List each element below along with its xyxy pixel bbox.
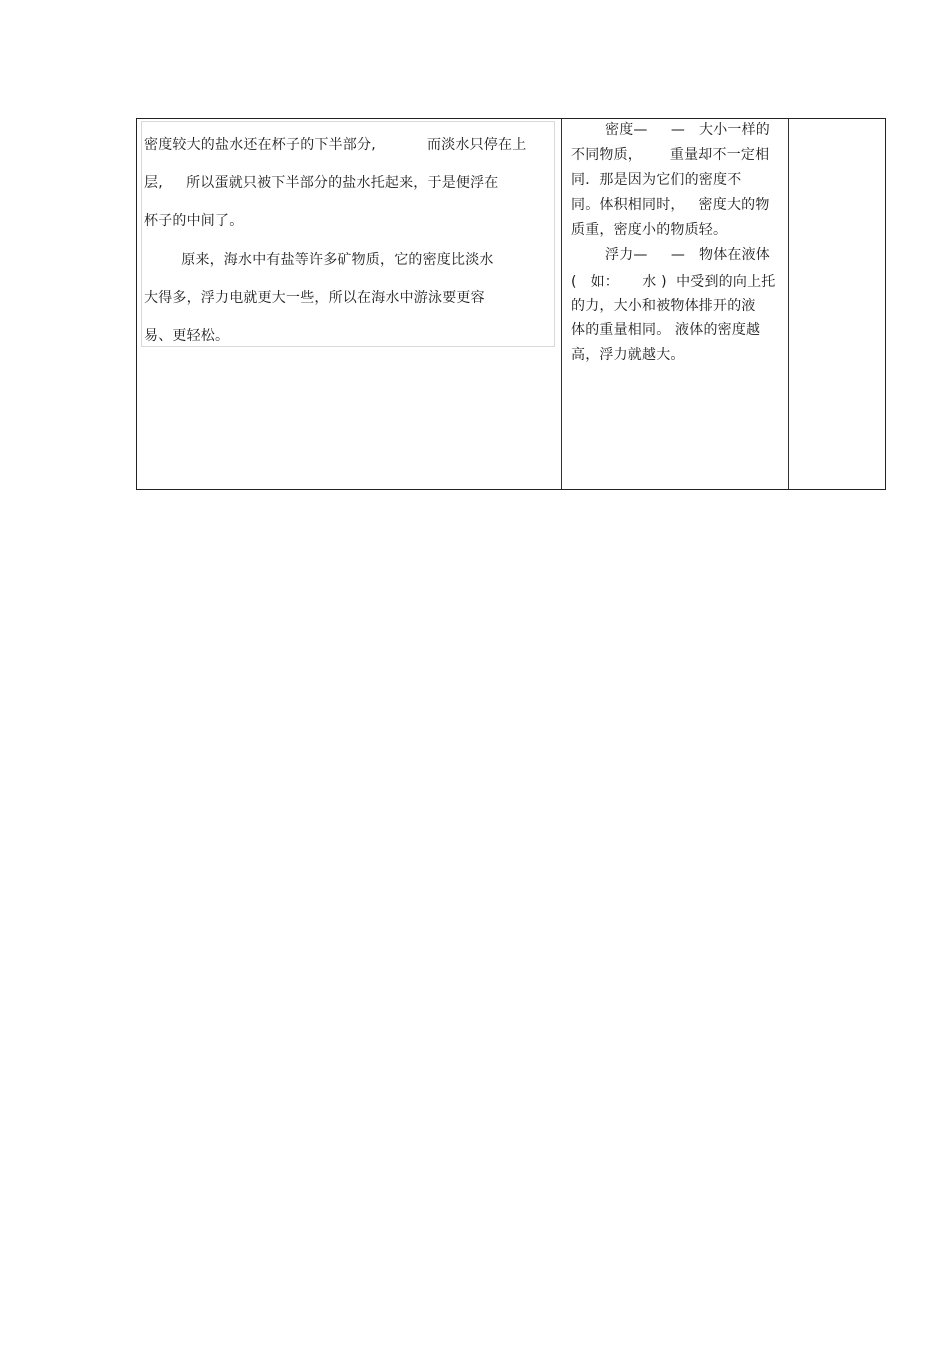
notes-line: 质重，密度小的物质轻。	[571, 222, 728, 238]
notes-line: 体的重量相同。 液体的密度越	[571, 322, 761, 338]
notes-line: ( 如： 水 ) 中受到的向上托	[571, 274, 776, 290]
notes-line: 同。体积相同时， 密度大的物	[571, 197, 770, 213]
main-text-line: 层, 所以蛋就只被下半部分的盐水托起来，于是便浮在	[144, 175, 499, 191]
main-text-line: 易、更轻松。	[144, 328, 230, 344]
main-text-line: 大得多，浮力电就更大一些，所以在海水中游泳要更容	[144, 290, 485, 306]
notes-line: 不同物质， 重量却不一定相	[571, 147, 770, 163]
column-divider	[788, 119, 789, 489]
notes-line: 高，浮力就越大。	[571, 347, 685, 363]
column-divider	[561, 119, 562, 489]
text-frame	[141, 121, 555, 347]
main-text-line: 原来，海水中有盐等许多矿物质，它的密度比淡水	[144, 252, 494, 268]
notes-line: 的力，大小和被物体排开的液	[571, 298, 756, 314]
notes-line: 同．那是因为它们的密度不	[571, 172, 742, 188]
notes-line: 浮力— — 物体在液体	[605, 247, 771, 263]
remarks-cell	[792, 123, 880, 483]
main-text-line: 杯子的中间了。	[144, 213, 244, 229]
notes-line: 密度— — 大小一样的	[605, 122, 771, 138]
lesson-table	[136, 118, 886, 490]
main-text-line: 密度较大的盐水还在杯子的下半部分, 而淡水只停在上	[144, 137, 527, 153]
